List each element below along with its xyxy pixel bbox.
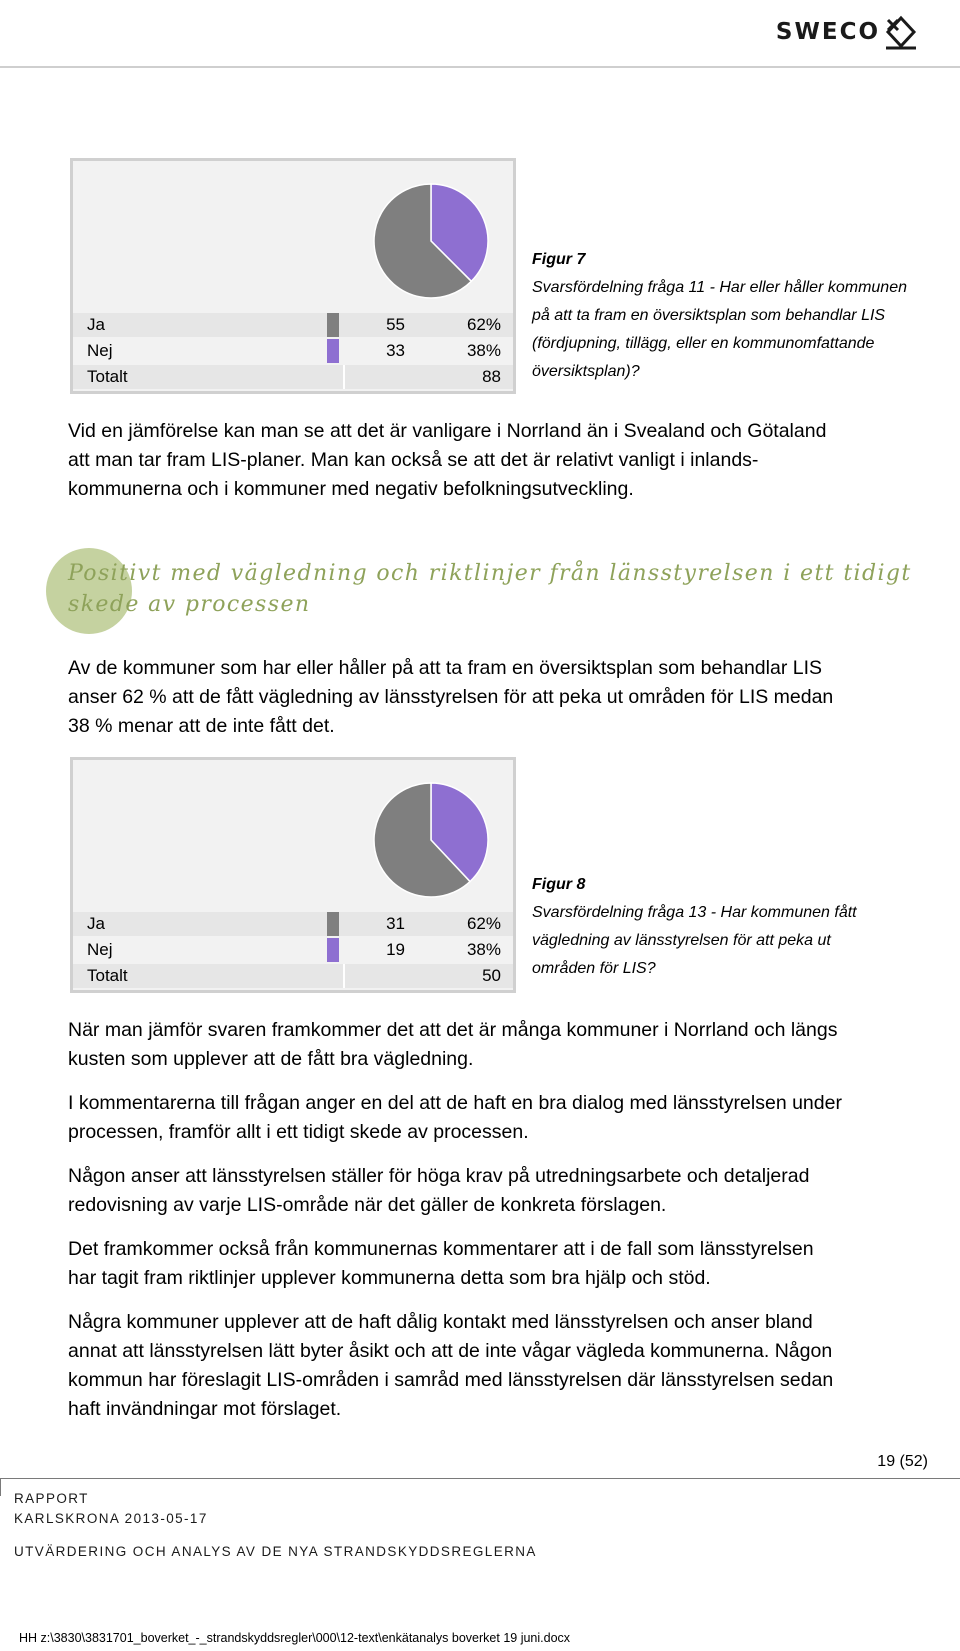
paragraph-6: Det framkommer också från kommunernas kommentarer att i de fall som länsstyrelsen har tagit fram riktlinjer upplever kommunerna detta som bra hjälp och stöd. <box>68 1238 814 1289</box>
footer-document-title: UTVÄRDERING OCH ANALYS AV DE NYA STRANDSKYDDSREGLERNA <box>14 1544 537 1559</box>
figure8-caption: Figur 8 Svarsfördelning fråga 13 - Har kommunen fått vägledning av länsstyrelsen för att peka ut områden för LIS? <box>532 871 952 983</box>
footer-place-date: KARLSKRONA 2013-05-17 <box>14 1511 208 1526</box>
figure7-caption: Figur 7 Svarsfördelning fråga 11 - Har eller håller kommunen på att ta fram en översiktsplan som behandlar LIS (fördjupning, tillägg, eller en kommunomfattande översiktsplan)? <box>532 246 952 386</box>
paragraph-4: I kommentarerna till frågan anger en del att de haft en bra dialog med länsstyrelsen under processen, framför allt i ett tidigt skede av processen. <box>68 1092 842 1143</box>
legend-swatch-ja <box>327 912 339 936</box>
figure8-chart <box>70 757 516 993</box>
header-rule <box>0 66 960 68</box>
sweco-logo <box>776 12 918 52</box>
legend-swatch-ja <box>327 313 339 337</box>
footer-report: RAPPORT <box>14 1491 89 1506</box>
table-row: Nej 33 38% <box>73 339 513 363</box>
figure8-title: Figur 8 <box>532 876 586 893</box>
paragraph-7: Några kommuner upplever att de haft dålig kontakt med länsstyrelsen och anser bland annat att länsstyrelsen lätt byter åsikt och att de inte vågar vägleda kommunerna. Någon kommun har föreslagit LIS-områden i samråd med länsstyrelsen där länsstyrelsen sedan haft invändningar mot förslaget. <box>68 1311 834 1420</box>
legend-swatch-nej <box>327 339 339 363</box>
section-heading: Positivt med vägledning och riktlinjer från länsstyrelsen i ett tidigt skede av processen <box>68 561 912 617</box>
logo-text: SWECO <box>775 19 880 45</box>
paragraph-2: Av de kommuner som har eller håller på att ta fram en översiktsplan som behandlar LIS anser 62 % att de fått vägledning av länsstyrelsen för att peka ut områden för LIS medan 38 % menar att de inte fått det. <box>68 657 834 737</box>
figure7-chart <box>70 158 516 394</box>
figure7-pie <box>371 181 491 301</box>
footer-rule-vertical <box>0 1478 1 1496</box>
file-path: HH z:\3830\3831701_boverket_-_strandskyddsregler\000\12-text\enkätanalys boverket 19 juni.docx <box>19 1631 571 1645</box>
table-row: Ja 55 62% <box>73 313 513 337</box>
paragraph-5: Någon anser att länsstyrelsen ställer för höga krav på utredningsarbete och detaljerad redovisning av varje LIS-område när det gäller de konkreta förslagen. <box>68 1165 810 1216</box>
figure7-title: Figur 7 <box>532 251 586 268</box>
page-number: 19 (52) <box>877 1453 928 1470</box>
sweco-mark-icon <box>884 12 918 52</box>
legend-swatch-nej <box>327 938 339 962</box>
table-row-total: Totalt 50 <box>73 964 513 988</box>
paragraph-1: Vid en jämförelse kan man se att det är vanligare i Norrland än i Svealand och Götaland att man tar fram LIS-planer. Man kan också se att det är relativt vanligt i inlands- kommunerna och i kommuner med negativ befolkningsutveckling. <box>68 420 827 500</box>
table-row-total: Totalt 88 <box>73 365 513 389</box>
paragraph-3: När man jämför svaren framkommer det att det är många kommuner i Norrland och längs kusten som upplever att de fått bra vägledning. <box>68 1019 838 1070</box>
table-row: Nej 19 38% <box>73 938 513 962</box>
table-row: Ja 31 62% <box>73 912 513 936</box>
figure8-pie <box>371 780 491 900</box>
footer-rule <box>0 1478 960 1479</box>
